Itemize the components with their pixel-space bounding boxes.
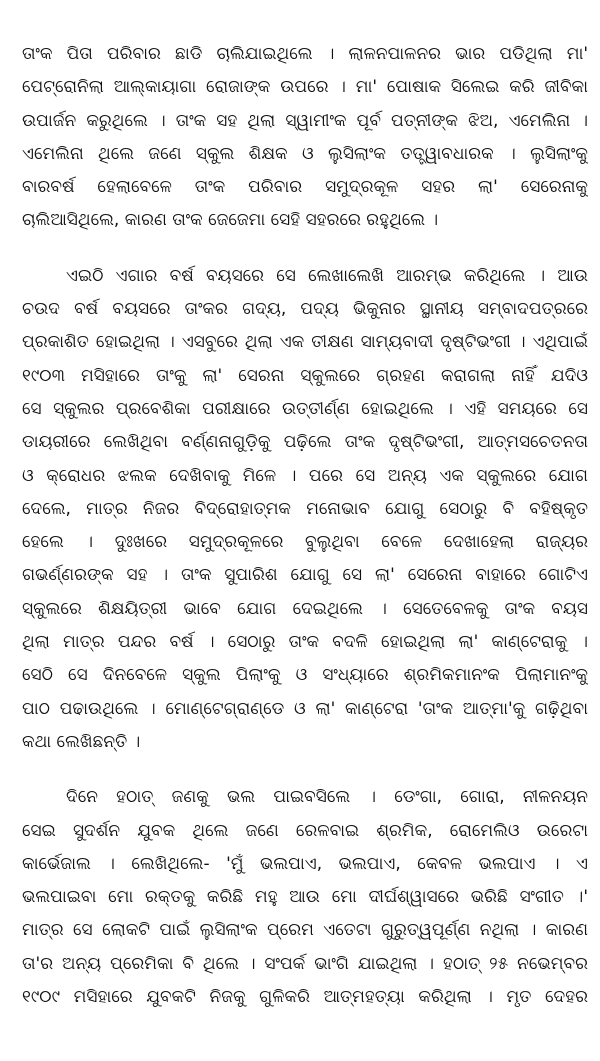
paragraph-gap <box>22 238 588 260</box>
text-line: ଡାୟରୀରେ ଲେଖିଥିବା ବର୍ଣ୍ଣନାଗୁଡ଼ିକୁ ପଢ଼ିଲେ ତାଂକ ଦୃଷ୍ଟିଭଂଗୀ, ଆତ୍ମସଚେତନତା <box>22 432 588 453</box>
text-line: ସେଇ ସୁଦର୍ଶନ ଯୁବକ ଥିଲେ ଜଣେ ରେଳବାଇ ଶ୍ରମିକ, ରୋମେଲିଓ ଉରେଟା <box>22 820 588 841</box>
text-line: ପେଟ୍ରୋନିଲା ଆଲ୍‌କାୟାଗା ରୋଜାଙ୍କ ଉପରେ । ମା' ପୋଷାକ ସିଲେଇ କରି ଜୀବିକା <box>22 77 588 98</box>
text-line: ସେଠି ସେ ଦିନବେଳେ ସ୍କୁଲ ପିଲାଂକୁ ଓ ସଂଧ୍ୟାରେ ଶ୍ରମିକମାନଂକ ପିଲାମାନଂକୁ <box>22 665 588 686</box>
text-line: ଚଉଦ ବର୍ଷ ବୟସରେ ତାଂକର ଗଦ୍ୟ, ପଦ୍ୟ ଭିକୁନାର ସ୍ଥାନୀୟ ସମ୍ବାଦପତ୍ରରେ <box>22 299 588 320</box>
text-line: ଗଭର୍ଣ୍ଣରଙ୍କ ସହ । ତାଂକ ସୁପାରିଶ ଯୋଗୁ ସେ ଲା' ସେରେନା ବାହାରେ ଗୋଟିଏ <box>22 565 588 586</box>
paragraph-gap <box>22 759 588 781</box>
text-line: ୧୯୦୩ ମସିହାରେ ତାଂକୁ ଲା' ସେରନା ସ୍କୁଲରେ ଗ୍ରହଣ କରାଗଲା ନାହିଁ ଯଦିଓ <box>22 365 588 386</box>
text-line: କଥା ଲେଖିଛନ୍ତି । <box>22 731 141 752</box>
text-line: ଓ କ୍ରୋଧର ଝଲକ ଦେଖିବାକୁ ମିଳେ । ପରେ ସେ ଅନ୍ୟ ଏକ ସ୍କୁଲରେ ଯୋଗ <box>22 465 588 486</box>
text-line: ୧୯୦୯ ମସିହାରେ ଯୁବକଟି ନିଜକୁ ଗୁଳିକରି ଆତ୍ମହତ୍ୟା କରିଥିଲା । ମୃତ ଦେହର <box>22 987 588 1008</box>
text-line: ମାତ୍ର ସେ ଲୋକଟି ପାଇଁ ଲୁସିଲାଂକ ପ୍ରେମ ଏତେଟା ଗୁରୁତ୍ୱପୂର୍ଣ୍ଣ ନଥିଲା । କାରଣ <box>22 920 588 941</box>
text-line: ଦିନେ ହଠାତ୍ ଜଣକୁ ଭଲ ପାଇବସିଲେ । ଡେଂଗା, ଗୋରା, ନୀଳନୟନ <box>66 787 588 808</box>
text-line: ବାରବର୍ଷ ହେଲାବେଳେ ତାଂକ ପରିବାର ସମୁଦ୍ରକୂଳ ସହର ଲା' ସେରେନାକୁ <box>22 177 588 198</box>
text-line: ଉପାର୍ଜନ କରୁଥିଲେ । ତାଂକ ସହ ଥିଲା ସ୍ୱାମୀଂକ ପୂର୍ବ ପତ୍ନୀଙ୍କ ଝିଅ, ଏମେଲିନା । <box>22 110 588 131</box>
text-line: ତା'ର ଅନ୍ୟ ପ୍ରେମିକା ବି ଥିଲେ । ସଂପର୍କ ଭାଂଗି ଯାଇଥିଲା । ହଠାତ୍ ୨୫ ନଭେମ୍ବର <box>22 953 588 974</box>
text-line: ପାଠ ପଢାଉଥିଲେ । ମୋଣ୍ଟେଗ୍ରାଣ୍ଡେ ଓ ଲା' କାଣ୍ଟେରା 'ତାଂକ ଆତ୍ମା'କୁ ଗଢ଼ିଥିବା <box>22 698 588 719</box>
text-line: ପ୍ରକାଶିତ ହୋଇଥିଲା । ଏସବୁରେ ଥିଲା ଏକ ତୀକ୍ଷଣ ସାମ୍ୟବାଦୀ ଦୃଷ୍ଟିଭଂଗୀ । ଏଥିପାଇଁ <box>22 332 588 353</box>
text-line: ଏଇଠି ଏଗାର ବର୍ଷ ବୟସରେ ସେ ଲେଖାଲେଖି ଆରମ୍ଭ କରିଥିଲେ । ଆଉ <box>66 265 588 286</box>
text-line: ହେଲେ । ଦୁଃଖରେ ସମୁଦ୍ରକୂଳରେ ବୁଲୁଥିବା ବେଳେ ଦେଖାହେଲା ରାଜ୍ୟର <box>22 532 588 553</box>
text-line: ସ୍କୁଲରେ ଶିକ୍ଷୟିତ୍ରୀ ଭାବେ ଯୋଗ ଦେଇଥିଲେ । ସେତେବେଳକୁ ତାଂକ ବୟସ <box>22 598 588 619</box>
text-line: ଚାଲିଆସିଥିଲେ, କାରଣ ତାଂକ ଜେଜେମା ସେହି ସହରରେ ରହୁଥିଲେ । <box>22 210 439 231</box>
paragraph-3 <box>22 781 588 1014</box>
text-line: ଦେଲେ, ମାତ୍ର ନିଜର ବିଦ୍ରୋହାତ୍ମକ ମନୋଭାବ ଯୋଗୁ ସେଠାରୁ ବି ବହିଷ୍କୃତ <box>22 498 588 519</box>
document-page <box>22 38 588 1014</box>
text-line: ଥିଲା ମାତ୍ର ପନ୍ଦର ବର୍ଷ । ସେଠାରୁ ତାଂକ ବଦଳି ହୋଇଥିଲା ଲା' କାଣ୍ଟେରାକୁ । <box>22 632 588 653</box>
paragraph-2 <box>22 260 588 759</box>
text-line: ଏମେଲିନା ଥିଲେ ଜଣେ ସ୍କୁଲ ଶିକ୍ଷକ ଓ ଲୁସିଲାଂକ ତତ୍ତ୍ୱାବଧାରକ । ଲୁସିଲାଂକୁ <box>22 143 588 164</box>
text-line: ତାଂକ ପିତା ପରିବାର ଛାଡି ଚାଲିଯାଇଥିଲେ । ଲାଳନପାଳନର ଭାର ପଡିଥିଲା ମା' <box>22 44 588 64</box>
text-line: ସେ ସ୍କୁଲର ପ୍ରବେଶିକା ପରୀକ୍ଷାରେ ଉତ୍ତୀର୍ଣ୍ଣ ହୋଇଥିଲେ । ଏହି ସମୟରେ ସେ <box>22 398 588 419</box>
paragraph-1 <box>22 38 588 238</box>
text-line: କାର୍ଭେଜାଲ । ଲେଖିଥିଲେ- 'ମୁଁ ଭଲପାଏ, ଭଲପାଏ, କେବଳ ଭଲପାଏ । ଏ <box>22 853 588 874</box>
text-line: ଭଲପାଇବା ମୋ ରକ୍ତକୁ କରିଛି ମହୁ ଆଉ ମୋ ଦୀର୍ଘଶ୍ୱାସରେ ଭରିଛି ସଂଗୀତ ।' <box>22 887 588 908</box>
